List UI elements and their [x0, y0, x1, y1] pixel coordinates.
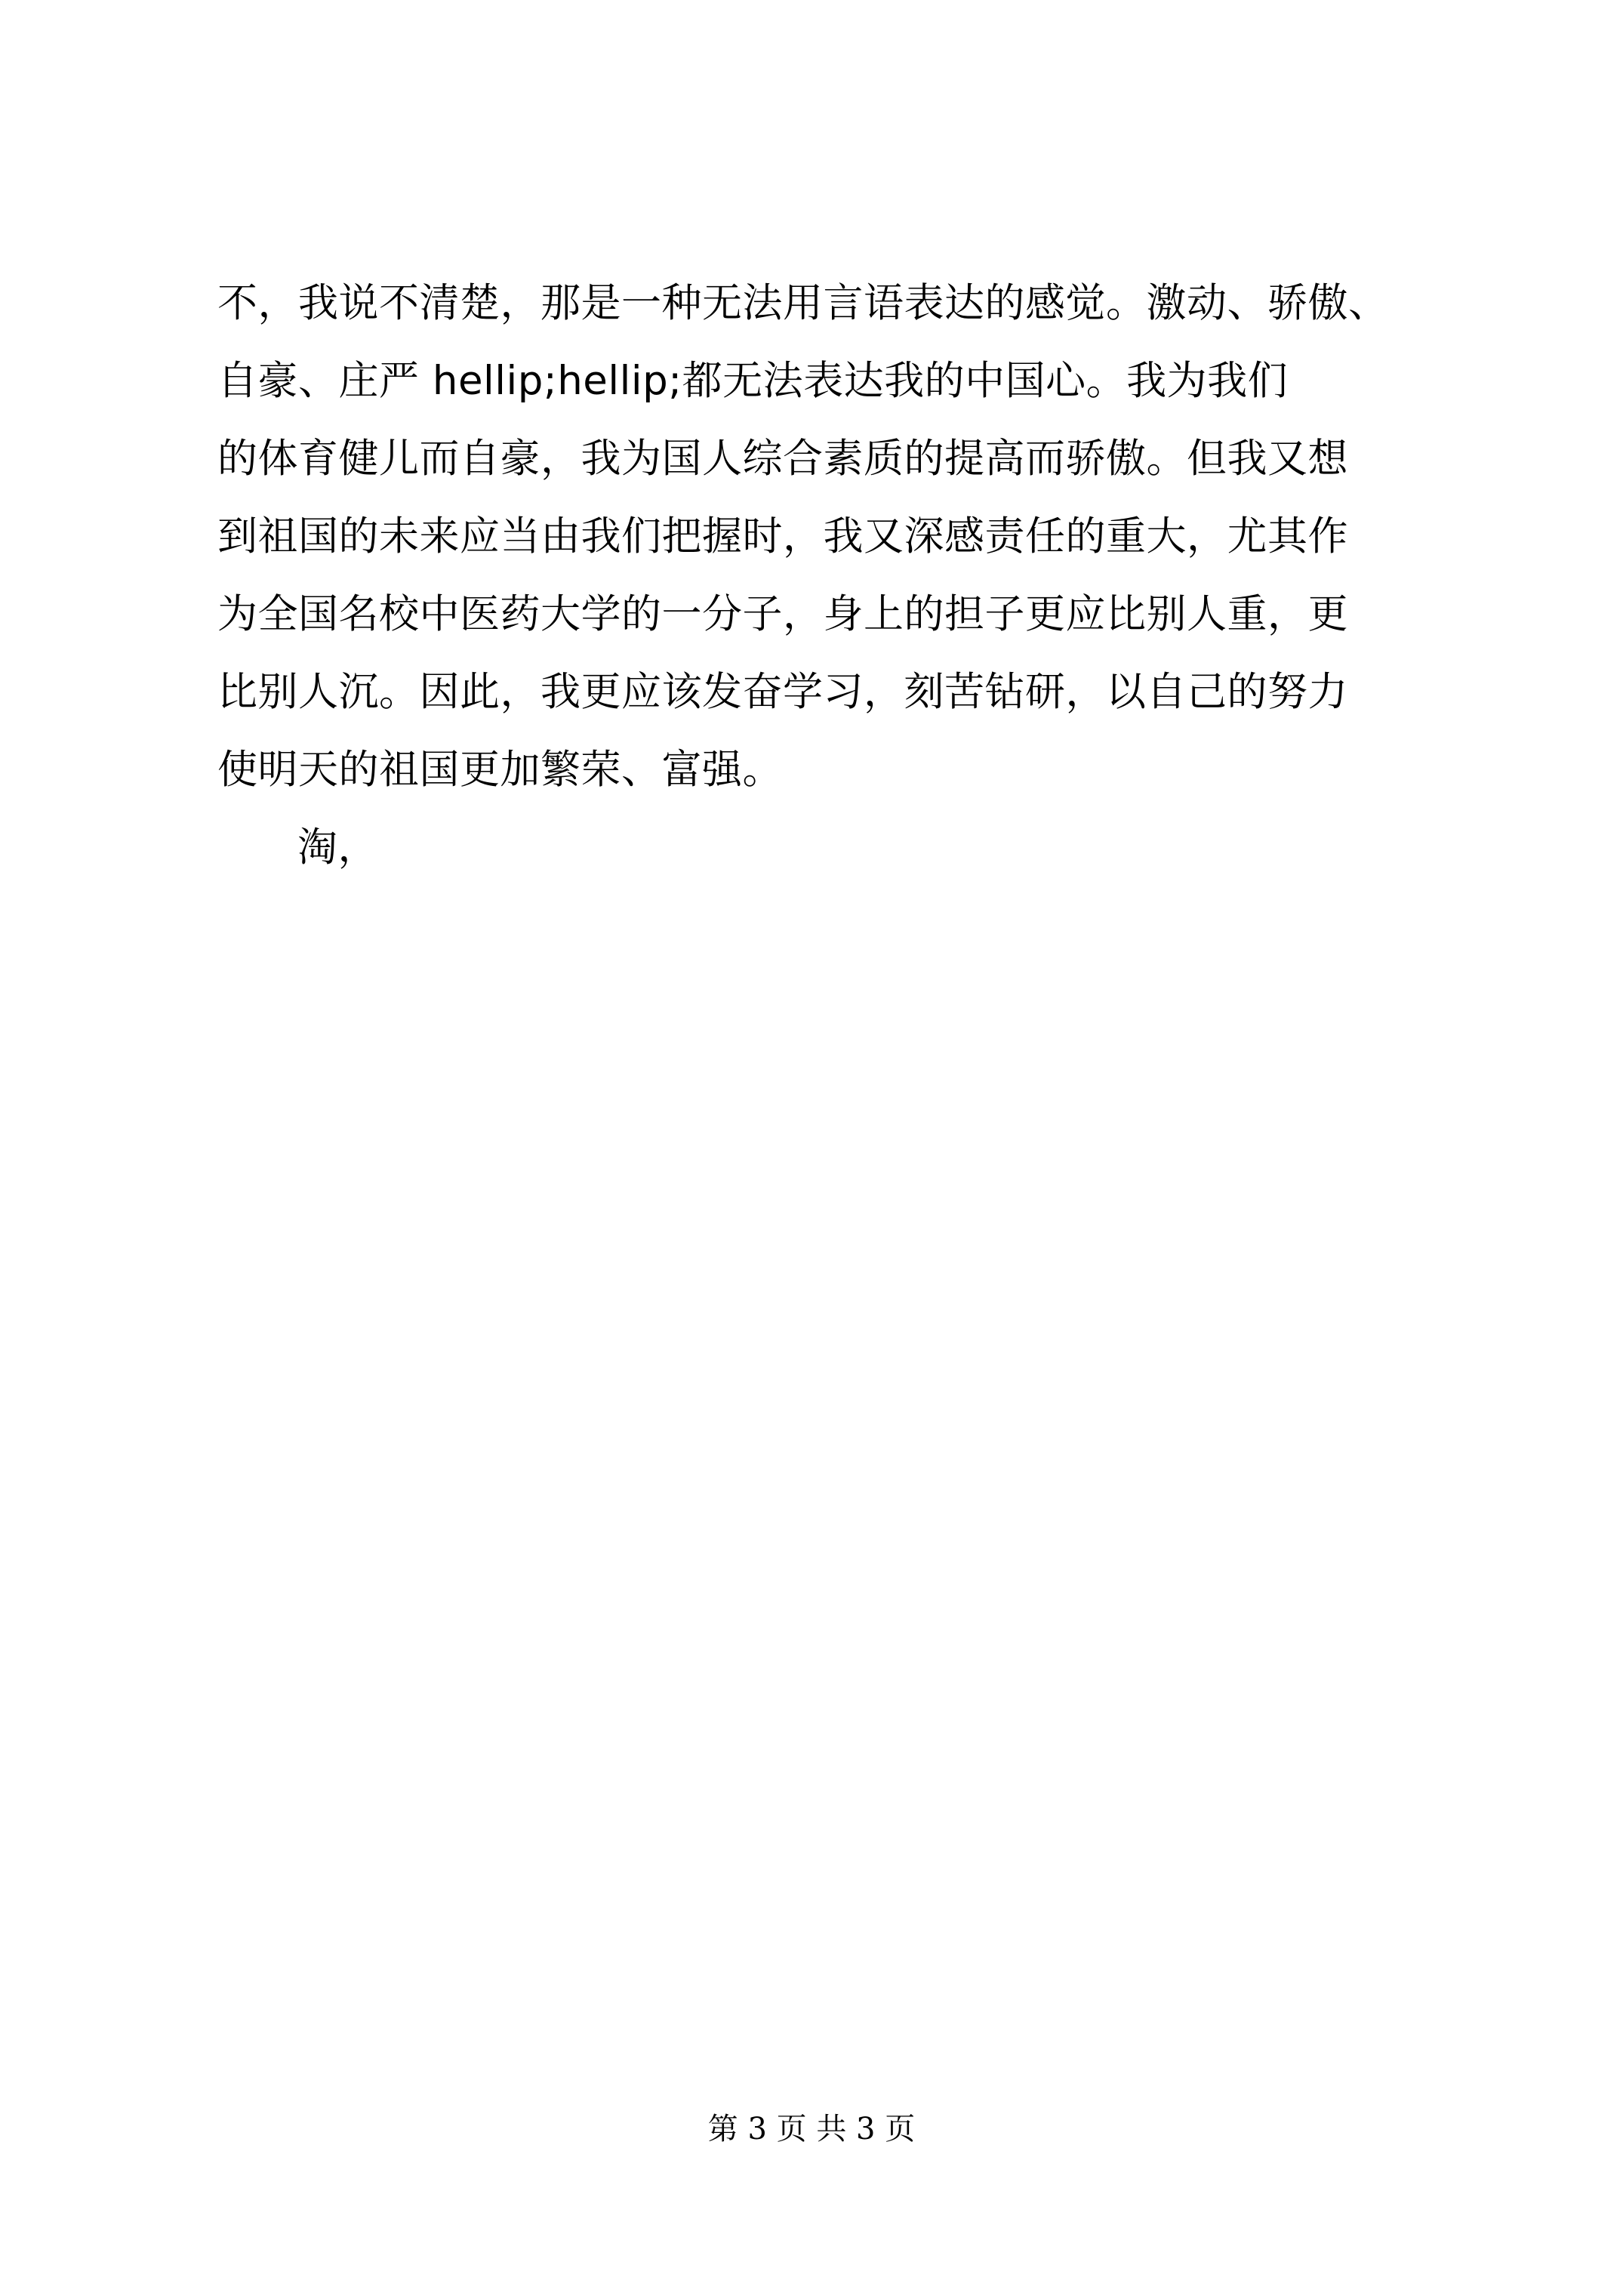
paragraph-line: 到祖国的未来应当由我们把握时，我又深感责任的重大，尤其作 — [217, 513, 1348, 559]
paragraph-line: 的体育健儿而自豪，我为国人综合素质的提高而骄傲。但我又想 — [217, 436, 1348, 482]
paragraph-line: 为全国名校中医药大学的一分子，身上的担子更应比别人重，更 — [217, 591, 1348, 637]
page-footer: 第 3 页 共 3 页 — [707, 2112, 916, 2147]
paragraph-line: 使明天的祖国更加繁荣、富强。 — [217, 747, 783, 793]
paragraph-line: 自豪、庄严 hellip;hellip;都无法表达我的中国心。我为我们 — [217, 358, 1289, 404]
paragraph-line: 比别人沉。因此，我更应该发奋学习，刻苦钻研，以自己的努力 — [217, 669, 1348, 715]
document-body — [217, 264, 1425, 886]
paragraph-line: 不，我说不清楚，那是一种无法用言语表达的感觉。激动、骄傲、 — [217, 280, 1389, 326]
paragraph-second: 淘， — [297, 824, 378, 871]
